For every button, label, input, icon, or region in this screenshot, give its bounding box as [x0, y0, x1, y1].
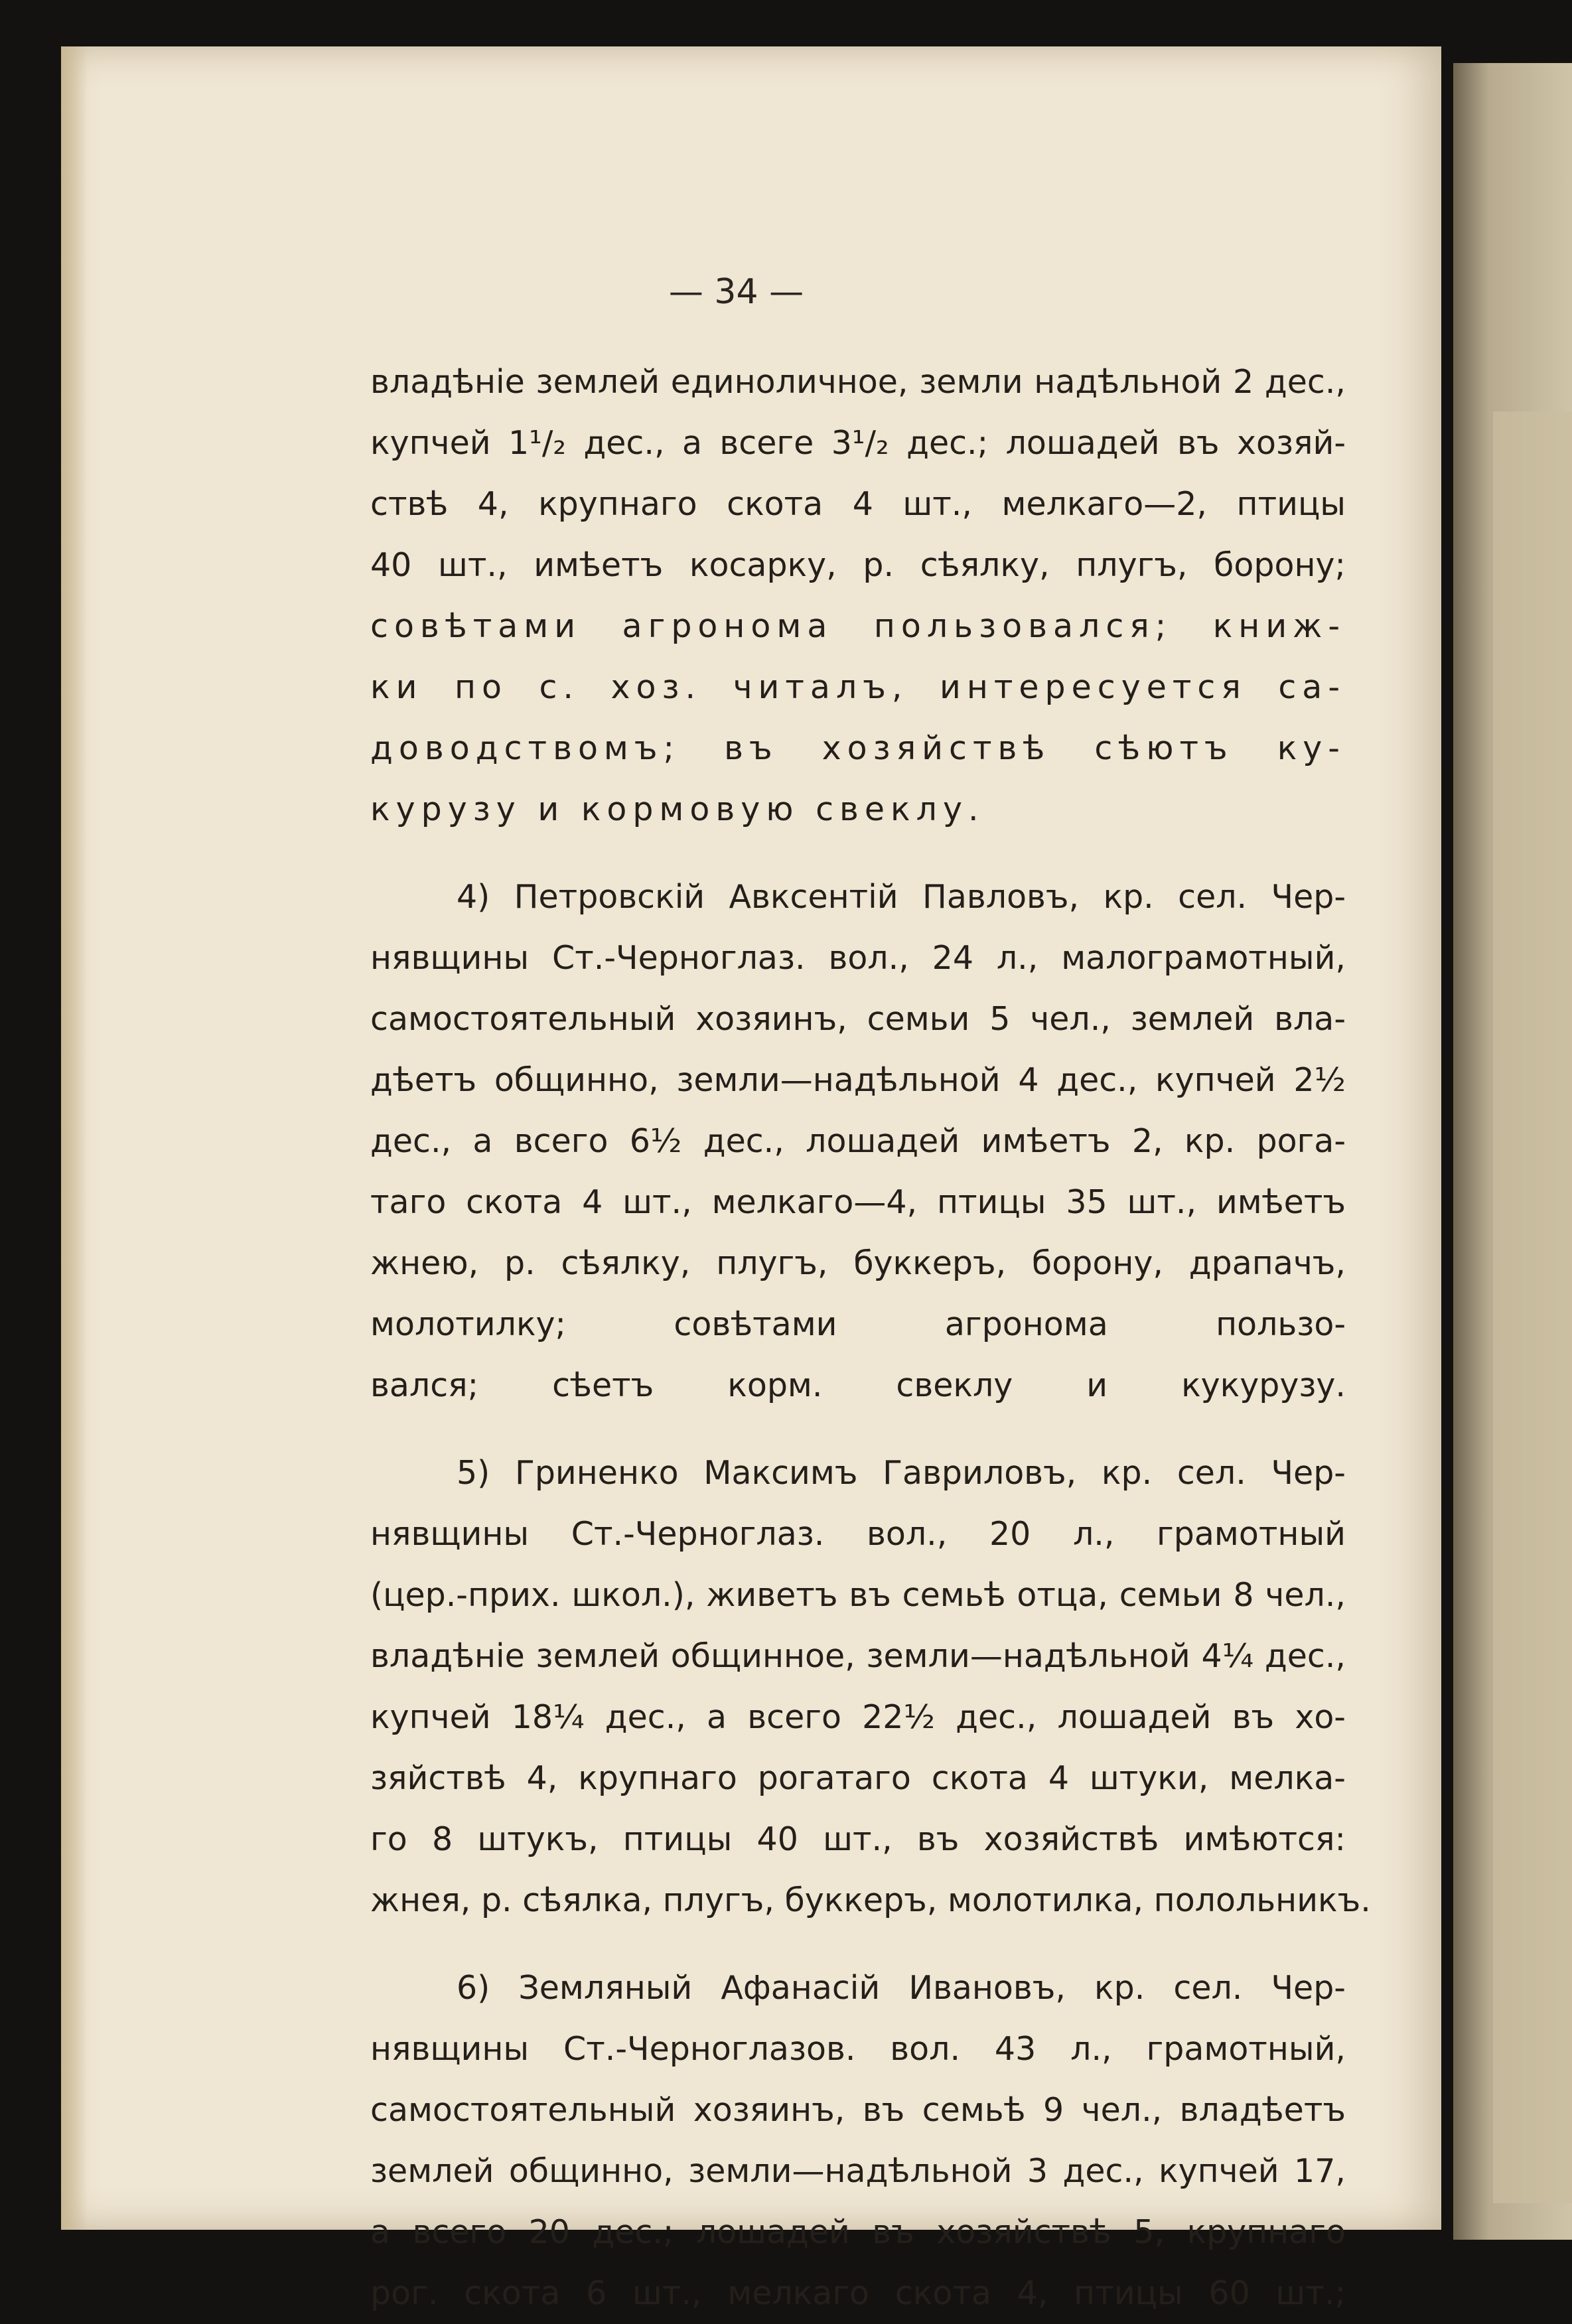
- text-line: 4) Петровскiй Авксентiй Павловъ, кр. сел. Чер-: [457, 878, 1346, 916]
- text-line: а всего 20 дес.; лошадей въ хозяйствѣ 5, крупнаго: [370, 2213, 1346, 2251]
- paragraph-entry-6: [370, 1958, 1346, 2324]
- text-line: самостоятельный хозяинъ, семьи 5 чел., землей вла-: [370, 1000, 1346, 1038]
- text-line: (цер.-прих. школ.), живетъ въ семьѣ отца, семьи 8 чел.,: [370, 1576, 1346, 1614]
- text-line: ствѣ 4, крупнаго скота 4 шт., мелкаго—2, птицы: [370, 485, 1346, 523]
- text-line: купчей 18¼ дес., а всего 22½ дес., лошадей въ хо-: [370, 1698, 1346, 1736]
- text-line: рог. скота 6 шт., мелкаго скота 4, птицы 60 шт.;: [370, 2274, 1346, 2312]
- text-line: доводствомъ; въ хозяйствѣ сѣютъ ку-: [370, 729, 1346, 767]
- text-line: жнею, р. сѣялку, плугъ, буккеръ, борону, драпачъ,: [370, 1244, 1346, 1282]
- text-line: курузу и кормовую свеклу.: [370, 790, 985, 828]
- text-line: зяйствѣ 4, крупнаго рогатаго скота 4 штуки, мелка-: [370, 1759, 1346, 1797]
- text-line: таго скота 4 шт., мелкаго—4, птицы 35 шт., имѣетъ: [370, 1183, 1346, 1221]
- text-line: ки по с. хоз. читалъ, интересуется са-: [370, 668, 1346, 706]
- text-line: совѣтами агронома пользовался; книж-: [370, 607, 1346, 645]
- page-gutter-shadow: [61, 46, 88, 2230]
- text-line: нявщины Ст.-Черноглаз. вол., 20 л., грамотный: [370, 1515, 1346, 1553]
- text-line: 6) Земляный Афанасiй Ивановъ, кр. сел. Чер-: [457, 1969, 1346, 2007]
- paragraph-intro: [370, 352, 1346, 840]
- text-line: молотилку; совѣтами агронома пользо-: [370, 1305, 1346, 1343]
- text-line: го 8 штукъ, птицы 40 шт., въ хозяйствѣ имѣются:: [370, 1820, 1346, 1858]
- text-line: землей общинно, земли—надѣльной 3 дес., купчей 17,: [370, 2152, 1346, 2190]
- text-line: дѣетъ общинно, земли—надѣльной 4 дес., купчей 2½: [370, 1061, 1346, 1099]
- page-number: — 34 —: [668, 272, 804, 312]
- text-line: самостоятельный хозяинъ, въ семьѣ 9 чел., владѣетъ: [370, 2091, 1346, 2129]
- text-line: вался; сѣетъ корм. свеклу и кукурузу.: [370, 1366, 1346, 1404]
- page-text: [370, 352, 1371, 2324]
- text-line: купчей 1¹/₂ дес., а всеге 3¹/₂ дес.; лошадей въ хозяй-: [370, 424, 1346, 462]
- text-line: владѣнiе землей общинное, земли—надѣльной 4¼ дес.,: [370, 1637, 1346, 1675]
- adjacent-page-strip: [1493, 411, 1572, 2203]
- text-line: 5) Гриненко Максимъ Гавриловъ, кр. сел. Чер-: [457, 1454, 1346, 1492]
- text-line: дес., а всего 6½ дес., лошадей имѣетъ 2, кр. рога-: [370, 1122, 1346, 1160]
- text-line: жнея, р. сѣялка, плугъ, буккеръ, молотилка, полольникъ.: [370, 1881, 1371, 1919]
- text-line: нявщины Ст.-Черноглазов. вол. 43 л., грамотный,: [370, 2030, 1346, 2068]
- text-line: нявщины Ст.-Черноглаз. вол., 24 л., малограмотный,: [370, 939, 1346, 977]
- text-line: владѣнiе землей единоличное, земли надѣльной 2 дес.,: [370, 363, 1346, 401]
- paragraph-entry-4: [370, 867, 1346, 1416]
- text-line: 40 шт., имѣетъ косарку, р. сѣялку, плугъ, борону;: [370, 546, 1346, 584]
- paragraph-entry-5: [370, 1443, 1371, 1931]
